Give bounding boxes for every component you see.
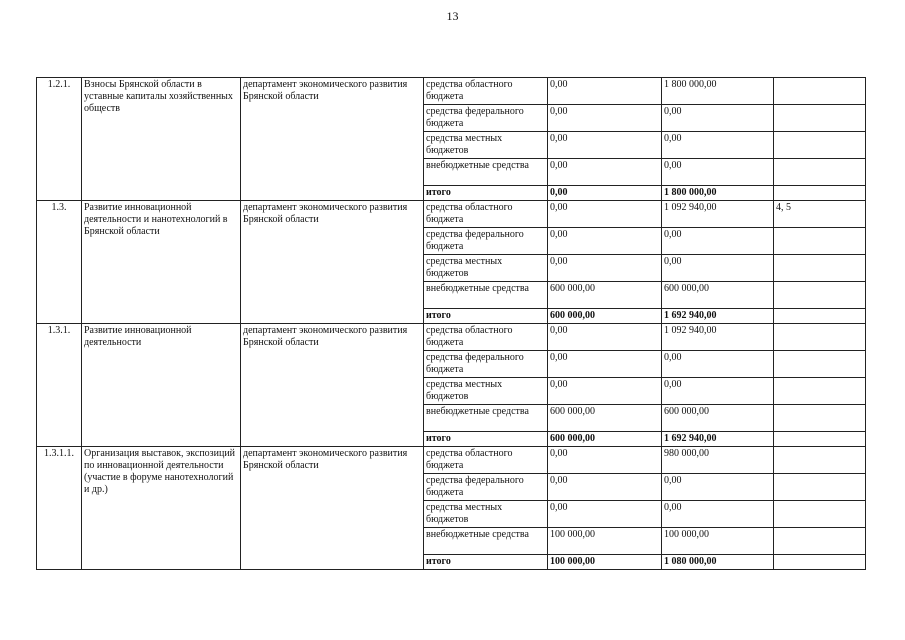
funding-source: средства федерального бюджета bbox=[424, 105, 548, 132]
amount-1: 0,00 bbox=[548, 255, 662, 282]
amount-1: 0,00 bbox=[548, 351, 662, 378]
amount-1: 600 000,00 bbox=[548, 432, 662, 447]
table-row bbox=[37, 324, 866, 351]
amount-1: 100 000,00 bbox=[548, 528, 662, 555]
note-cell bbox=[774, 228, 866, 255]
item-code: 1.3.1. bbox=[37, 324, 82, 447]
item-name: Развитие инновационной деятельности bbox=[82, 324, 241, 447]
amount-1: 0,00 bbox=[548, 474, 662, 501]
funding-source: средства федерального бюджета bbox=[424, 474, 548, 501]
page-number: 13 bbox=[446, 9, 459, 23]
funding-source: итого bbox=[424, 309, 548, 324]
funding-source: итого bbox=[424, 186, 548, 201]
amount-1: 600 000,00 bbox=[548, 282, 662, 309]
amount-2: 0,00 bbox=[662, 228, 774, 255]
amount-2: 1 092 940,00 bbox=[662, 324, 774, 351]
funding-source: внебюджетные средства bbox=[424, 159, 548, 186]
amount-2: 0,00 bbox=[662, 378, 774, 405]
funding-source: средства федерального бюджета bbox=[424, 351, 548, 378]
funding-source: внебюджетные средства bbox=[424, 528, 548, 555]
amount-2: 0,00 bbox=[662, 501, 774, 528]
note-cell bbox=[774, 309, 866, 324]
note-cell bbox=[774, 447, 866, 474]
amount-2: 1 092 940,00 bbox=[662, 201, 774, 228]
amount-1: 0,00 bbox=[548, 378, 662, 405]
amount-2: 1 692 940,00 bbox=[662, 309, 774, 324]
amount-2: 0,00 bbox=[662, 255, 774, 282]
note-cell bbox=[774, 186, 866, 201]
amount-2: 0,00 bbox=[662, 132, 774, 159]
note-cell bbox=[774, 255, 866, 282]
note-cell bbox=[774, 405, 866, 432]
funding-source: средства областного бюджета bbox=[424, 447, 548, 474]
amount-2: 600 000,00 bbox=[662, 405, 774, 432]
amount-1: 0,00 bbox=[548, 186, 662, 201]
funding-source: внебюджетные средства bbox=[424, 282, 548, 309]
note-cell bbox=[774, 528, 866, 555]
budget-table bbox=[36, 77, 866, 570]
note-cell bbox=[774, 78, 866, 105]
note-cell bbox=[774, 282, 866, 309]
amount-1: 0,00 bbox=[548, 105, 662, 132]
amount-1: 100 000,00 bbox=[548, 555, 662, 570]
note-cell bbox=[774, 378, 866, 405]
funding-source: средства федерального бюджета bbox=[424, 228, 548, 255]
amount-2: 0,00 bbox=[662, 351, 774, 378]
amount-2: 980 000,00 bbox=[662, 447, 774, 474]
note-cell bbox=[774, 501, 866, 528]
note-cell bbox=[774, 432, 866, 447]
funding-source: средства местных бюджетов bbox=[424, 378, 548, 405]
funding-source: средства местных бюджетов bbox=[424, 501, 548, 528]
note-cell: 4, 5 bbox=[774, 201, 866, 228]
funding-source: средства областного бюджета bbox=[424, 78, 548, 105]
amount-2: 600 000,00 bbox=[662, 282, 774, 309]
amount-1: 0,00 bbox=[548, 159, 662, 186]
amount-2: 1 800 000,00 bbox=[662, 186, 774, 201]
note-cell bbox=[774, 351, 866, 378]
amount-2: 0,00 bbox=[662, 105, 774, 132]
item-code: 1.3.1.1. bbox=[37, 447, 82, 570]
item-executor: департамент экономического развития Брянской области bbox=[241, 201, 424, 324]
funding-source: внебюджетные средства bbox=[424, 405, 548, 432]
amount-1: 0,00 bbox=[548, 78, 662, 105]
note-cell bbox=[774, 324, 866, 351]
amount-2: 0,00 bbox=[662, 474, 774, 501]
item-code: 1.2.1. bbox=[37, 78, 82, 201]
amount-2: 100 000,00 bbox=[662, 528, 774, 555]
amount-2: 1 800 000,00 bbox=[662, 78, 774, 105]
table-row bbox=[37, 447, 866, 474]
amount-1: 0,00 bbox=[548, 201, 662, 228]
note-cell bbox=[774, 105, 866, 132]
item-executor: департамент экономического развития Брянской области bbox=[241, 78, 424, 201]
amount-1: 600 000,00 bbox=[548, 405, 662, 432]
note-cell bbox=[774, 159, 866, 186]
item-executor: департамент экономического развития Брянской области bbox=[241, 324, 424, 447]
amount-1: 600 000,00 bbox=[548, 309, 662, 324]
amount-2: 1 692 940,00 bbox=[662, 432, 774, 447]
funding-source: средства местных бюджетов bbox=[424, 132, 548, 159]
amount-1: 0,00 bbox=[548, 228, 662, 255]
item-executor: департамент экономического развития Брянской области bbox=[241, 447, 424, 570]
note-cell bbox=[774, 132, 866, 159]
table-row bbox=[37, 78, 866, 105]
note-cell bbox=[774, 555, 866, 570]
funding-source: средства областного бюджета bbox=[424, 324, 548, 351]
amount-1: 0,00 bbox=[548, 447, 662, 474]
amount-1: 0,00 bbox=[548, 132, 662, 159]
amount-2: 0,00 bbox=[662, 159, 774, 186]
amount-1: 0,00 bbox=[548, 324, 662, 351]
item-name: Организация выставок, экспозиций по инновационной деятельности (участие в форуме нанотехнологий и др.) bbox=[82, 447, 241, 570]
amount-2: 1 080 000,00 bbox=[662, 555, 774, 570]
amount-1: 0,00 bbox=[548, 501, 662, 528]
funding-source: итого bbox=[424, 555, 548, 570]
funding-source: итого bbox=[424, 432, 548, 447]
item-name: Развитие инновационной деятельности и нанотехнологий в Брянской области bbox=[82, 201, 241, 324]
funding-source: средства местных бюджетов bbox=[424, 255, 548, 282]
item-name: Взносы Брянской области в уставные капиталы хозяйственных обществ bbox=[82, 78, 241, 201]
note-cell bbox=[774, 474, 866, 501]
funding-source: средства областного бюджета bbox=[424, 201, 548, 228]
table-row bbox=[37, 201, 866, 228]
item-code: 1.3. bbox=[37, 201, 82, 324]
